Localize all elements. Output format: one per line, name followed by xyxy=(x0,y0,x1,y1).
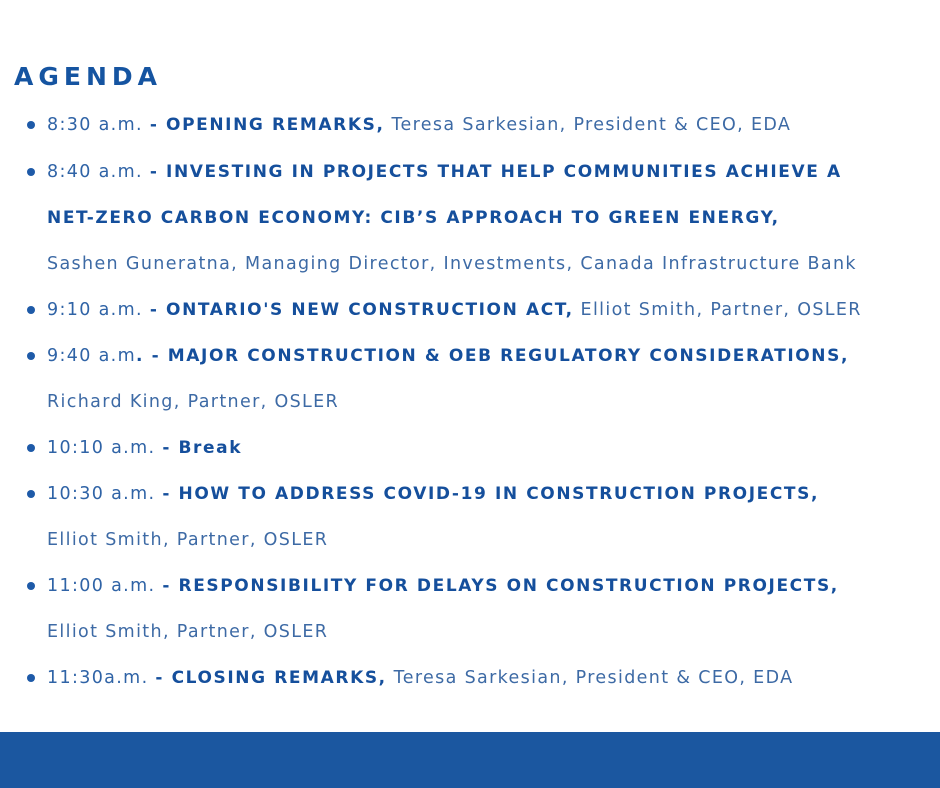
footer-band xyxy=(0,732,940,788)
item-session: - INVESTING IN PROJECTS THAT HELP COMMUNITIES ACHIEVE A xyxy=(149,162,842,182)
item-session: - RESPONSIBILITY FOR DELAYS ON CONSTRUCTION PROJECTS, xyxy=(162,576,839,596)
agenda-item xyxy=(47,287,937,333)
item-speaker: Elliot Smith, Partner, OSLER xyxy=(47,530,329,550)
item-session: - OPENING REMARKS, xyxy=(149,115,385,135)
agenda-item xyxy=(47,333,937,425)
item-speaker: Elliot Smith, Partner, OSLER xyxy=(580,300,862,320)
item-session: - CLOSING REMARKS, xyxy=(155,668,387,688)
bullet-icon xyxy=(27,352,35,360)
agenda-heading: AGENDA xyxy=(14,62,162,91)
item-time: 10:10 a.m. xyxy=(47,438,156,458)
item-session-continued: NET-ZERO CARBON ECONOMY: CIB’S APPROACH TO GREEN ENERGY, xyxy=(47,208,780,228)
item-speaker: Teresa Sarkesian, President & CEO, EDA xyxy=(391,115,792,135)
item-speaker: Sashen Guneratna, Managing Director, Investments, Canada Infrastructure Bank xyxy=(47,254,857,274)
item-session: . - MAJOR CONSTRUCTION & OEB REGULATORY CONSIDERATIONS, xyxy=(136,346,850,366)
item-session: - ONTARIO'S NEW CONSTRUCTION ACT, xyxy=(149,300,574,320)
agenda-item xyxy=(47,149,937,287)
agenda-item xyxy=(47,471,937,563)
bullet-icon xyxy=(27,490,35,498)
item-speaker: Teresa Sarkesian, President & CEO, EDA xyxy=(393,668,794,688)
bullet-icon xyxy=(27,582,35,590)
bullet-icon xyxy=(27,121,35,129)
bullet-icon xyxy=(27,306,35,314)
item-time: 9:10 a.m. xyxy=(47,300,143,320)
item-time: 11:00 a.m. xyxy=(47,576,156,596)
item-session: - HOW TO ADDRESS COVID-19 IN CONSTRUCTION PROJECTS, xyxy=(162,484,820,504)
item-time: 9:40 a.m xyxy=(47,346,136,366)
agenda-item xyxy=(47,102,937,148)
item-speaker: Elliot Smith, Partner, OSLER xyxy=(47,622,329,642)
item-session: - Break xyxy=(162,438,243,458)
bullet-icon xyxy=(27,444,35,452)
agenda-item xyxy=(47,563,937,655)
item-speaker: Richard King, Partner, OSLER xyxy=(47,392,340,412)
item-time: 11:30a.m. xyxy=(47,668,149,688)
item-time: 10:30 a.m. xyxy=(47,484,156,504)
item-time: 8:40 a.m. xyxy=(47,162,143,182)
bullet-icon xyxy=(27,674,35,682)
item-time: 8:30 a.m. xyxy=(47,115,143,135)
agenda-item xyxy=(47,425,937,471)
agenda-item xyxy=(47,655,937,701)
bullet-icon xyxy=(27,168,35,176)
